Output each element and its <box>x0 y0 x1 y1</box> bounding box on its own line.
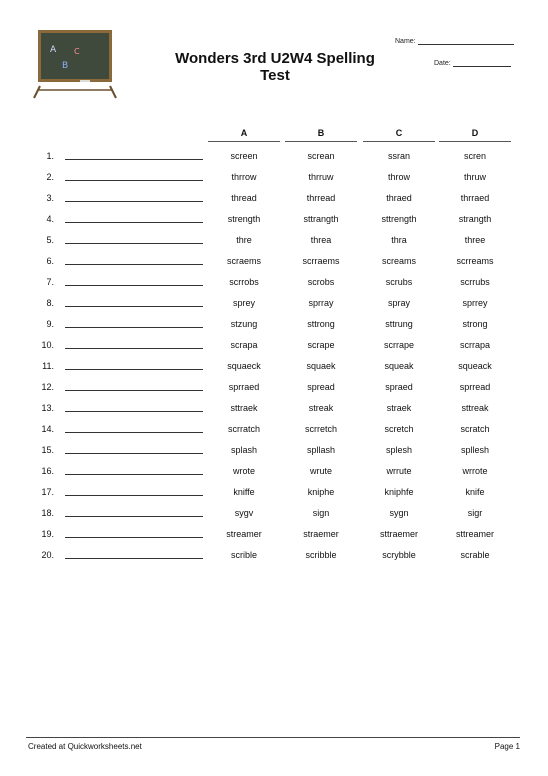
name-field[interactable] <box>395 38 514 45</box>
option-d: sttreamer <box>455 529 494 539</box>
option-b: wrute <box>309 466 332 476</box>
option-a: kniffe <box>233 487 255 497</box>
option-a: splash <box>230 445 257 455</box>
question-number: 12. <box>41 382 54 392</box>
option-b: straemer <box>303 529 339 539</box>
option-c: scretch <box>384 424 414 434</box>
answer-line[interactable] <box>65 285 203 286</box>
option-c: thra <box>391 235 407 245</box>
option-a: sygv <box>234 508 254 518</box>
option-a: squaeck <box>227 361 261 371</box>
question-number: 1. <box>46 151 54 161</box>
question-row <box>0 359 548 380</box>
answer-line[interactable] <box>65 222 203 223</box>
option-c: squeak <box>384 361 414 371</box>
answer-line[interactable] <box>65 495 203 496</box>
option-d: knife <box>465 487 485 497</box>
option-c: scrrape <box>383 340 414 350</box>
option-b: squaek <box>306 361 336 371</box>
name-line[interactable] <box>418 44 514 45</box>
question-number: 9. <box>46 319 54 329</box>
answer-line[interactable] <box>65 537 203 538</box>
answer-line[interactable] <box>65 558 203 559</box>
option-b: scrobs <box>307 277 335 287</box>
option-d: strangth <box>458 214 492 224</box>
question-number: 4. <box>46 214 54 224</box>
option-d: squeack <box>458 361 492 371</box>
question-number: 17. <box>41 487 54 497</box>
question-number: 20. <box>41 550 54 560</box>
option-c: spray <box>387 298 410 308</box>
answer-line[interactable] <box>65 411 203 412</box>
option-b: thrruw <box>308 172 334 182</box>
option-c: wrrute <box>386 466 412 476</box>
option-a: wrote <box>232 466 255 476</box>
option-b: spllash <box>306 445 335 455</box>
option-d: sigr <box>467 508 483 518</box>
option-b: sprray <box>308 298 334 308</box>
answer-line[interactable] <box>65 516 203 517</box>
date-field[interactable] <box>434 60 511 67</box>
question-number: 16. <box>41 466 54 476</box>
option-d: scrrubs <box>460 277 490 287</box>
option-a: stzung <box>230 319 258 329</box>
question-row <box>0 338 548 359</box>
option-b: screan <box>307 151 335 161</box>
question-row <box>0 149 548 170</box>
option-d: scrable <box>460 550 490 560</box>
answer-line[interactable] <box>65 453 203 454</box>
option-c: straek <box>386 403 412 413</box>
option-d: scratch <box>460 424 490 434</box>
column-header-d: D <box>439 128 511 142</box>
option-c: sttrung <box>385 319 413 329</box>
option-a: sprraed <box>228 382 260 392</box>
answer-line[interactable] <box>65 474 203 475</box>
option-c: splesh <box>385 445 412 455</box>
question-number: 7. <box>46 277 54 287</box>
option-d: thrraed <box>460 193 490 203</box>
question-number: 8. <box>46 298 54 308</box>
footer-credit: Created at Quickworksheets.net <box>28 742 142 751</box>
page-title <box>160 50 390 84</box>
answer-line[interactable] <box>65 369 203 370</box>
option-d: spllesh <box>460 445 489 455</box>
option-b: thrread <box>306 193 336 203</box>
question-row <box>0 548 548 569</box>
question-row <box>0 317 548 338</box>
question-number: 10. <box>41 340 54 350</box>
svg-text:B: B <box>62 61 69 71</box>
option-d: scrrapa <box>459 340 490 350</box>
option-a: thread <box>231 193 257 203</box>
question-number: 19. <box>41 529 54 539</box>
option-c: sttraemer <box>379 529 418 539</box>
question-row <box>0 485 548 506</box>
answer-line[interactable] <box>65 327 203 328</box>
question-number: 6. <box>46 256 54 266</box>
option-d: scrreams <box>456 256 494 266</box>
question-number: 11. <box>42 361 54 371</box>
option-a: scrible <box>230 550 257 560</box>
option-d: wrrote <box>462 466 488 476</box>
svg-text:A: A <box>50 45 57 55</box>
option-c: screams <box>381 256 416 266</box>
answer-line[interactable] <box>65 159 203 160</box>
question-number: 14. <box>41 424 54 434</box>
answer-line[interactable] <box>65 348 203 349</box>
option-a: strength <box>227 214 261 224</box>
option-c: scrubs <box>385 277 413 287</box>
question-number: 5. <box>46 235 54 245</box>
question-row <box>0 191 548 212</box>
option-a: screen <box>230 151 258 161</box>
answer-line[interactable] <box>65 243 203 244</box>
option-b: scrape <box>307 340 335 350</box>
question-row <box>0 380 548 401</box>
option-a: thre <box>236 235 252 245</box>
question-number: 13. <box>41 403 54 413</box>
answer-line[interactable] <box>65 432 203 433</box>
option-d: three <box>464 235 486 245</box>
option-c: thraed <box>386 193 412 203</box>
option-d: sttreak <box>461 403 489 413</box>
question-number: 18. <box>41 508 54 518</box>
answer-line[interactable] <box>65 264 203 265</box>
page-number: Page 1 <box>494 742 520 751</box>
title-line-2: Test <box>260 67 290 84</box>
option-b: sttrangth <box>303 214 339 224</box>
question-number: 15. <box>41 445 54 455</box>
footer-divider <box>26 737 520 738</box>
option-b: threa <box>310 235 332 245</box>
option-d: sprrey <box>462 298 488 308</box>
option-c: ssran <box>387 151 410 161</box>
name-label: Name: <box>395 38 416 45</box>
option-d: thruw <box>463 172 486 182</box>
column-header-c: C <box>363 128 435 142</box>
question-row <box>0 275 548 296</box>
option-b: scrretch <box>304 424 337 434</box>
question-number: 3. <box>46 193 54 203</box>
option-a: scrratch <box>227 424 260 434</box>
answer-line[interactable] <box>65 180 203 181</box>
chalkboard-icon <box>30 28 120 100</box>
question-row <box>0 296 548 317</box>
option-a: sttraek <box>230 403 258 413</box>
question-row <box>0 212 548 233</box>
question-row <box>0 527 548 548</box>
option-a: thrrow <box>231 172 257 182</box>
column-header-b: B <box>285 128 357 142</box>
option-b: streak <box>308 403 334 413</box>
svg-text:C: C <box>74 47 80 56</box>
option-b: sttrong <box>307 319 335 329</box>
option-c: throw <box>387 172 410 182</box>
option-a: sprey <box>232 298 255 308</box>
column-header-a: A <box>208 128 280 142</box>
option-c: sttrength <box>381 214 417 224</box>
option-b: sign <box>312 508 330 518</box>
option-c: kniphfe <box>384 487 414 497</box>
option-d: strong <box>462 319 488 329</box>
answer-line[interactable] <box>65 201 203 202</box>
option-c: scrybble <box>382 550 416 560</box>
question-row <box>0 443 548 464</box>
option-b: kniphe <box>307 487 335 497</box>
option-b: scribble <box>305 550 337 560</box>
option-c: spraed <box>385 382 413 392</box>
option-d: sprread <box>459 382 491 392</box>
answer-line[interactable] <box>65 306 203 307</box>
option-a: scrapa <box>230 340 258 350</box>
question-row <box>0 170 548 191</box>
option-c: sygn <box>389 508 409 518</box>
question-number: 2. <box>46 172 54 182</box>
option-a: scrrobs <box>229 277 259 287</box>
option-d: scren <box>463 151 486 161</box>
question-row <box>0 254 548 275</box>
option-b: spread <box>307 382 335 392</box>
question-row <box>0 422 548 443</box>
answer-line[interactable] <box>65 390 203 391</box>
date-label: Date: <box>434 60 451 67</box>
question-row <box>0 233 548 254</box>
option-a: scraems <box>226 256 261 266</box>
title-line-1: Wonders 3rd U2W4 Spelling <box>175 50 375 67</box>
question-row <box>0 401 548 422</box>
date-line[interactable] <box>453 66 511 67</box>
question-row <box>0 464 548 485</box>
option-b: scrraems <box>302 256 340 266</box>
question-row <box>0 506 548 527</box>
option-a: streamer <box>226 529 262 539</box>
